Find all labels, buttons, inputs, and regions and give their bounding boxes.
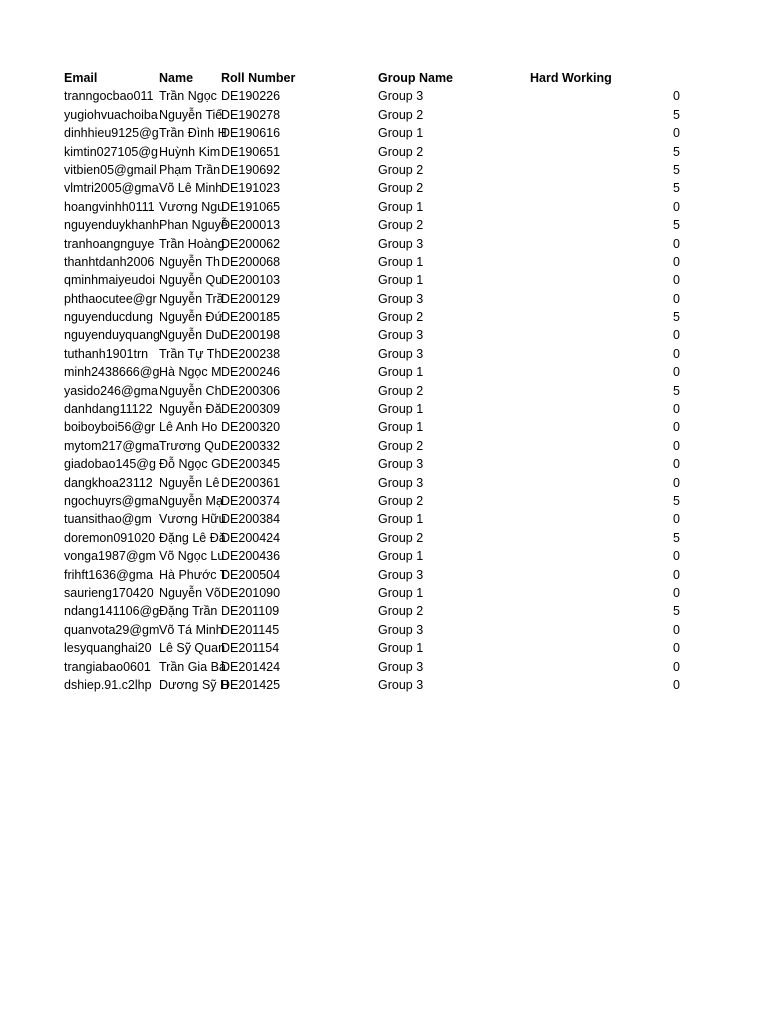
- table-row: [0, 124, 768, 142]
- table-row: [0, 308, 768, 326]
- cell-group-name: Group 3: [378, 236, 424, 251]
- cell-email: kimtin027105@g: [64, 144, 158, 159]
- table-row: [0, 529, 768, 547]
- cell-name: Trương Qu: [159, 438, 221, 453]
- cell-group-name: Group 2: [378, 438, 424, 453]
- cell-email: nguyenduyquang: [64, 328, 160, 343]
- cell-name: Dương Sỹ H: [159, 677, 230, 692]
- cell-hard-working: 0: [673, 677, 680, 692]
- cell-name: Đỗ Ngọc Gi: [159, 457, 224, 472]
- table-row: [0, 198, 768, 216]
- cell-name: Võ Tá Minh: [159, 622, 223, 637]
- cell-group-name: Group 2: [378, 162, 424, 177]
- header-name: Name: [159, 71, 194, 85]
- table-row: [0, 235, 768, 253]
- cell-hard-working: 5: [673, 162, 680, 177]
- cell-group-name: Group 1: [378, 641, 424, 656]
- cell-email: giadobao145@g: [64, 457, 156, 472]
- cell-hard-working: 0: [673, 254, 680, 269]
- cell-hard-working: 0: [673, 585, 680, 600]
- cell-group-name: Group 2: [378, 218, 424, 233]
- table-row: [0, 547, 768, 565]
- cell-email: hoangvinhh0111: [64, 199, 155, 214]
- cell-roll-number: DE190278: [221, 107, 281, 122]
- header-hard-working: Hard Working: [530, 71, 612, 85]
- table-row: [0, 658, 768, 676]
- table-row: [0, 676, 768, 694]
- cell-hard-working: 5: [673, 493, 680, 508]
- cell-roll-number: DE200103: [221, 273, 281, 288]
- cell-roll-number: DE190692: [221, 162, 281, 177]
- table-row: [0, 455, 768, 473]
- cell-name: Vương Ngu: [159, 199, 225, 214]
- cell-group-name: Group 2: [378, 493, 424, 508]
- cell-roll-number: DE200384: [221, 512, 281, 527]
- cell-roll-number: DE200013: [221, 218, 281, 233]
- cell-roll-number: DE200424: [221, 530, 281, 545]
- cell-hard-working: 0: [673, 402, 680, 417]
- table-row: [0, 143, 768, 161]
- cell-email: nguyenduykhanh: [64, 218, 160, 233]
- cell-roll-number: DE201090: [221, 585, 281, 600]
- cell-hard-working: 5: [673, 181, 680, 196]
- cell-name: Nguyễn Trầ: [159, 291, 224, 306]
- table-row: [0, 326, 768, 344]
- cell-email: danhdang11122: [64, 402, 153, 417]
- cell-email: tuthanh1901trn: [64, 346, 149, 361]
- cell-name: Đặng Lê Đă: [159, 530, 226, 545]
- cell-email: doremon091020: [64, 530, 156, 545]
- cell-group-name: Group 1: [378, 273, 424, 288]
- cell-roll-number: DE200068: [221, 254, 281, 269]
- cell-group-name: Group 3: [378, 677, 424, 692]
- cell-group-name: Group 1: [378, 365, 424, 380]
- cell-name: Võ Lê Minh: [159, 181, 223, 196]
- cell-group-name: Group 3: [378, 659, 424, 674]
- table-row: [0, 290, 768, 308]
- cell-email: dinhhieu9125@g: [64, 126, 159, 141]
- cell-name: Lê Sỹ Quan: [159, 641, 226, 656]
- cell-email: yugiohvuachoiba: [64, 107, 158, 122]
- table-row: [0, 271, 768, 289]
- cell-email: tranngocbao011: [64, 89, 154, 104]
- cell-email: vlmtri2005@gma: [64, 181, 159, 196]
- table-row: [0, 161, 768, 179]
- cell-roll-number: DE200374: [221, 493, 281, 508]
- cell-name: Hà Ngọc M: [159, 365, 222, 380]
- cell-email: thanhtdanh2006: [64, 254, 155, 269]
- table-row: [0, 216, 768, 234]
- cell-roll-number: DE200062: [221, 236, 281, 251]
- cell-group-name: Group 2: [378, 530, 424, 545]
- cell-roll-number: DE200198: [221, 328, 281, 343]
- table-row: [0, 87, 768, 105]
- cell-roll-number: DE191023: [221, 181, 281, 196]
- cell-roll-number: DE201154: [221, 641, 280, 656]
- header-email: Email: [64, 71, 98, 85]
- cell-hard-working: 0: [673, 126, 680, 141]
- cell-roll-number: DE200129: [221, 291, 281, 306]
- header-roll-number: Roll Number: [221, 71, 296, 85]
- cell-hard-working: 5: [673, 604, 680, 619]
- cell-roll-number: DE200504: [221, 567, 281, 582]
- cell-roll-number: DE200185: [221, 310, 281, 325]
- header-row: [0, 69, 768, 87]
- table-row: [0, 345, 768, 363]
- cell-roll-number: DE190651: [221, 144, 281, 159]
- cell-roll-number: DE190616: [221, 126, 281, 141]
- cell-group-name: Group 1: [378, 402, 424, 417]
- cell-roll-number: DE201145: [221, 622, 280, 637]
- cell-group-name: Group 3: [378, 89, 424, 104]
- cell-roll-number: DE200246: [221, 365, 281, 380]
- cell-roll-number: DE200345: [221, 457, 281, 472]
- cell-name: Nguyễn Th: [159, 254, 220, 269]
- table-row: [0, 179, 768, 197]
- table-row: [0, 510, 768, 528]
- cell-email: phthaocutee@gr: [64, 291, 157, 306]
- table-row: [0, 400, 768, 418]
- cell-roll-number: DE200436: [221, 549, 281, 564]
- cell-group-name: Group 1: [378, 512, 424, 527]
- cell-email: minh2438666@g: [64, 365, 160, 380]
- table-row: [0, 474, 768, 492]
- table-row: [0, 382, 768, 400]
- cell-hard-working: 0: [673, 291, 680, 306]
- cell-name: Trần Gia Bả: [159, 659, 226, 674]
- table-row: [0, 253, 768, 271]
- table-row: [0, 106, 768, 124]
- table-row: [0, 584, 768, 602]
- cell-hard-working: 0: [673, 622, 680, 637]
- cell-hard-working: 0: [673, 438, 680, 453]
- spreadsheet-table: [0, 69, 768, 694]
- cell-name: Nguyễn Đă: [159, 402, 222, 417]
- cell-name: Lê Anh Ho: [159, 420, 218, 435]
- cell-name: Võ Ngọc Lu: [159, 549, 225, 564]
- cell-name: Trần Đình H: [159, 126, 227, 141]
- cell-email: yasido246@gma: [64, 383, 158, 398]
- cell-email: lesyquanghai20: [64, 641, 152, 656]
- cell-email: ngochuyrs@gma: [64, 493, 159, 508]
- table-row: [0, 602, 768, 620]
- cell-group-name: Group 3: [378, 291, 424, 306]
- cell-hard-working: 5: [673, 530, 680, 545]
- cell-group-name: Group 1: [378, 549, 424, 564]
- cell-hard-working: 0: [673, 475, 680, 490]
- cell-group-name: Group 1: [378, 254, 424, 269]
- table-row: [0, 437, 768, 455]
- cell-roll-number: DE200306: [221, 383, 281, 398]
- cell-group-name: Group 3: [378, 567, 424, 582]
- cell-name: Trần Tự Th: [159, 346, 222, 361]
- cell-hard-working: 0: [673, 236, 680, 251]
- cell-email: quanvota29@gm: [64, 622, 160, 637]
- cell-hard-working: 5: [673, 310, 680, 325]
- cell-hard-working: 0: [673, 512, 680, 527]
- table-row: [0, 566, 768, 584]
- cell-email: frihft1636@gma: [64, 567, 154, 582]
- cell-email: boiboyboi56@gr: [64, 420, 156, 435]
- cell-hard-working: 0: [673, 273, 680, 288]
- cell-email: nguyenducdung: [64, 310, 153, 325]
- cell-roll-number: DE200361: [221, 475, 281, 490]
- cell-hard-working: 0: [673, 567, 680, 582]
- cell-roll-number: DE200238: [221, 346, 281, 361]
- table-row: [0, 621, 768, 639]
- table-row: [0, 492, 768, 510]
- cell-email: tuansithao@gm: [64, 512, 152, 527]
- cell-hard-working: 0: [673, 365, 680, 380]
- cell-name: Nguyễn Mạ: [159, 493, 223, 508]
- cell-roll-number: DE200320: [221, 420, 281, 435]
- cell-group-name: Group 2: [378, 107, 424, 122]
- cell-name: Đặng Trần: [159, 604, 218, 619]
- cell-group-name: Group 1: [378, 199, 424, 214]
- cell-hard-working: 0: [673, 89, 680, 104]
- table-row: [0, 363, 768, 381]
- cell-name: Nguyễn Đứ: [159, 310, 223, 325]
- cell-email: dshiep.91.c2lhp: [64, 677, 152, 692]
- table-row: [0, 418, 768, 436]
- cell-hard-working: 0: [673, 659, 680, 674]
- cell-hard-working: 0: [673, 457, 680, 472]
- cell-hard-working: 0: [673, 199, 680, 214]
- cell-group-name: Group 1: [378, 585, 424, 600]
- cell-name: Nguyễn Ch: [159, 383, 222, 398]
- cell-name: Nguyễn Tiế: [159, 107, 223, 122]
- cell-email: mytom217@gma: [64, 438, 160, 453]
- cell-hard-working: 5: [673, 218, 680, 233]
- cell-name: Trần Hoàng: [159, 236, 225, 251]
- table-row: [0, 639, 768, 657]
- cell-roll-number: DE191065: [221, 199, 281, 214]
- cell-name: Huỳnh Kim: [159, 144, 221, 159]
- cell-group-name: Group 2: [378, 181, 424, 196]
- cell-hard-working: 0: [673, 420, 680, 435]
- cell-email: ndang141106@g: [64, 604, 160, 619]
- cell-group-name: Group 3: [378, 328, 424, 343]
- cell-hard-working: 5: [673, 107, 680, 122]
- cell-email: trangiabao0601: [64, 659, 151, 674]
- cell-group-name: Group 2: [378, 144, 424, 159]
- cell-email: qminhmaiyeudoi: [64, 273, 156, 288]
- cell-name: Phạm Trần: [159, 162, 221, 177]
- cell-name: Phan Nguyễ: [159, 218, 228, 233]
- cell-group-name: Group 2: [378, 310, 424, 325]
- cell-group-name: Group 3: [378, 622, 424, 637]
- cell-hard-working: 0: [673, 549, 680, 564]
- table-body: [0, 87, 768, 694]
- cell-name: Trần Ngọc: [159, 89, 217, 104]
- cell-group-name: Group 2: [378, 383, 424, 398]
- cell-email: dangkhoa23112: [64, 475, 153, 490]
- cell-roll-number: DE201425: [221, 677, 281, 692]
- cell-name: Nguyễn Lê: [159, 475, 220, 490]
- cell-hard-working: 0: [673, 641, 680, 656]
- cell-group-name: Group 3: [378, 475, 424, 490]
- cell-email: vitbien05@gmail: [64, 162, 157, 177]
- cell-group-name: Group 2: [378, 604, 424, 619]
- cell-group-name: Group 1: [378, 126, 424, 141]
- cell-email: tranhoangnguye: [64, 236, 155, 251]
- cell-roll-number: DE190226: [221, 89, 281, 104]
- cell-hard-working: 0: [673, 346, 680, 361]
- cell-roll-number: DE201109: [221, 604, 280, 619]
- cell-name: Vương Hữu: [159, 512, 226, 527]
- cell-roll-number: DE201424: [221, 659, 281, 674]
- cell-hard-working: 0: [673, 328, 680, 343]
- cell-group-name: Group 1: [378, 420, 424, 435]
- cell-hard-working: 5: [673, 383, 680, 398]
- cell-roll-number: DE200309: [221, 402, 281, 417]
- cell-name: Nguyễn Du: [159, 328, 222, 343]
- cell-group-name: Group 3: [378, 457, 424, 472]
- cell-name: Nguyễn Qu: [159, 273, 223, 288]
- header-group-name: Group Name: [378, 71, 454, 85]
- cell-hard-working: 5: [673, 144, 680, 159]
- cell-email: vonga1987@gm: [64, 549, 156, 564]
- cell-roll-number: DE200332: [221, 438, 281, 453]
- cell-name: Hà Phước T: [159, 567, 228, 582]
- cell-name: Nguyễn Võ: [159, 585, 221, 600]
- cell-email: saurieng170420: [64, 585, 154, 600]
- cell-group-name: Group 3: [378, 346, 424, 361]
